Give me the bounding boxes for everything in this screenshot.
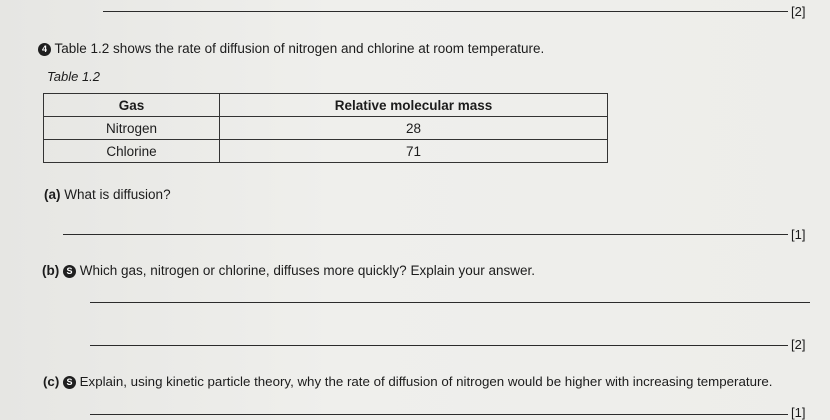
table-header-row [44, 94, 608, 117]
table-cell: Chlorine [44, 140, 220, 163]
mark-a: [1] [791, 227, 806, 242]
table-cell: 28 [220, 117, 608, 140]
question-4-intro [38, 41, 544, 56]
mark-prev: [2] [791, 4, 806, 19]
part-c-text: Explain, using kinetic particle theory, why the rate of diffusion of nitrogen would be higher with increasing temperature. [79, 374, 773, 389]
table-cell: Nitrogen [44, 117, 220, 140]
table-row [44, 117, 608, 140]
answer-line-b2[interactable] [90, 345, 788, 346]
table-header-cell: Gas [44, 94, 220, 117]
skill-badge-icon: S [63, 265, 76, 278]
data-table [43, 93, 608, 163]
table-cell: 71 [220, 140, 608, 163]
answer-line-a[interactable] [63, 234, 788, 235]
part-c-label: (c) [43, 374, 60, 389]
part-b-question [42, 263, 535, 278]
question-4-text: Table 1.2 shows the rate of diffusion of nitrogen and chlorine at room temperature. [54, 41, 545, 56]
part-a-label: (a) [44, 187, 61, 202]
mark-c: [1] [791, 405, 806, 420]
part-a-text: What is diffusion? [64, 187, 171, 202]
table-caption: Table 1.2 [47, 69, 101, 84]
answer-line-b1[interactable] [90, 302, 810, 303]
question-number-badge: 4 [38, 43, 51, 56]
skill-badge-icon: S [63, 376, 76, 389]
table-header-cell: Relative molecular mass [220, 94, 608, 117]
part-b-text: Which gas, nitrogen or chlorine, diffuses more quickly? Explain your answer. [79, 263, 536, 278]
table-row [44, 140, 608, 163]
part-b-label: (b) [42, 263, 60, 278]
answer-line-c[interactable] [90, 414, 788, 415]
answer-line-prev [103, 11, 788, 12]
mark-b: [2] [791, 337, 806, 352]
part-c-question [43, 374, 772, 389]
part-a-question [44, 187, 171, 202]
